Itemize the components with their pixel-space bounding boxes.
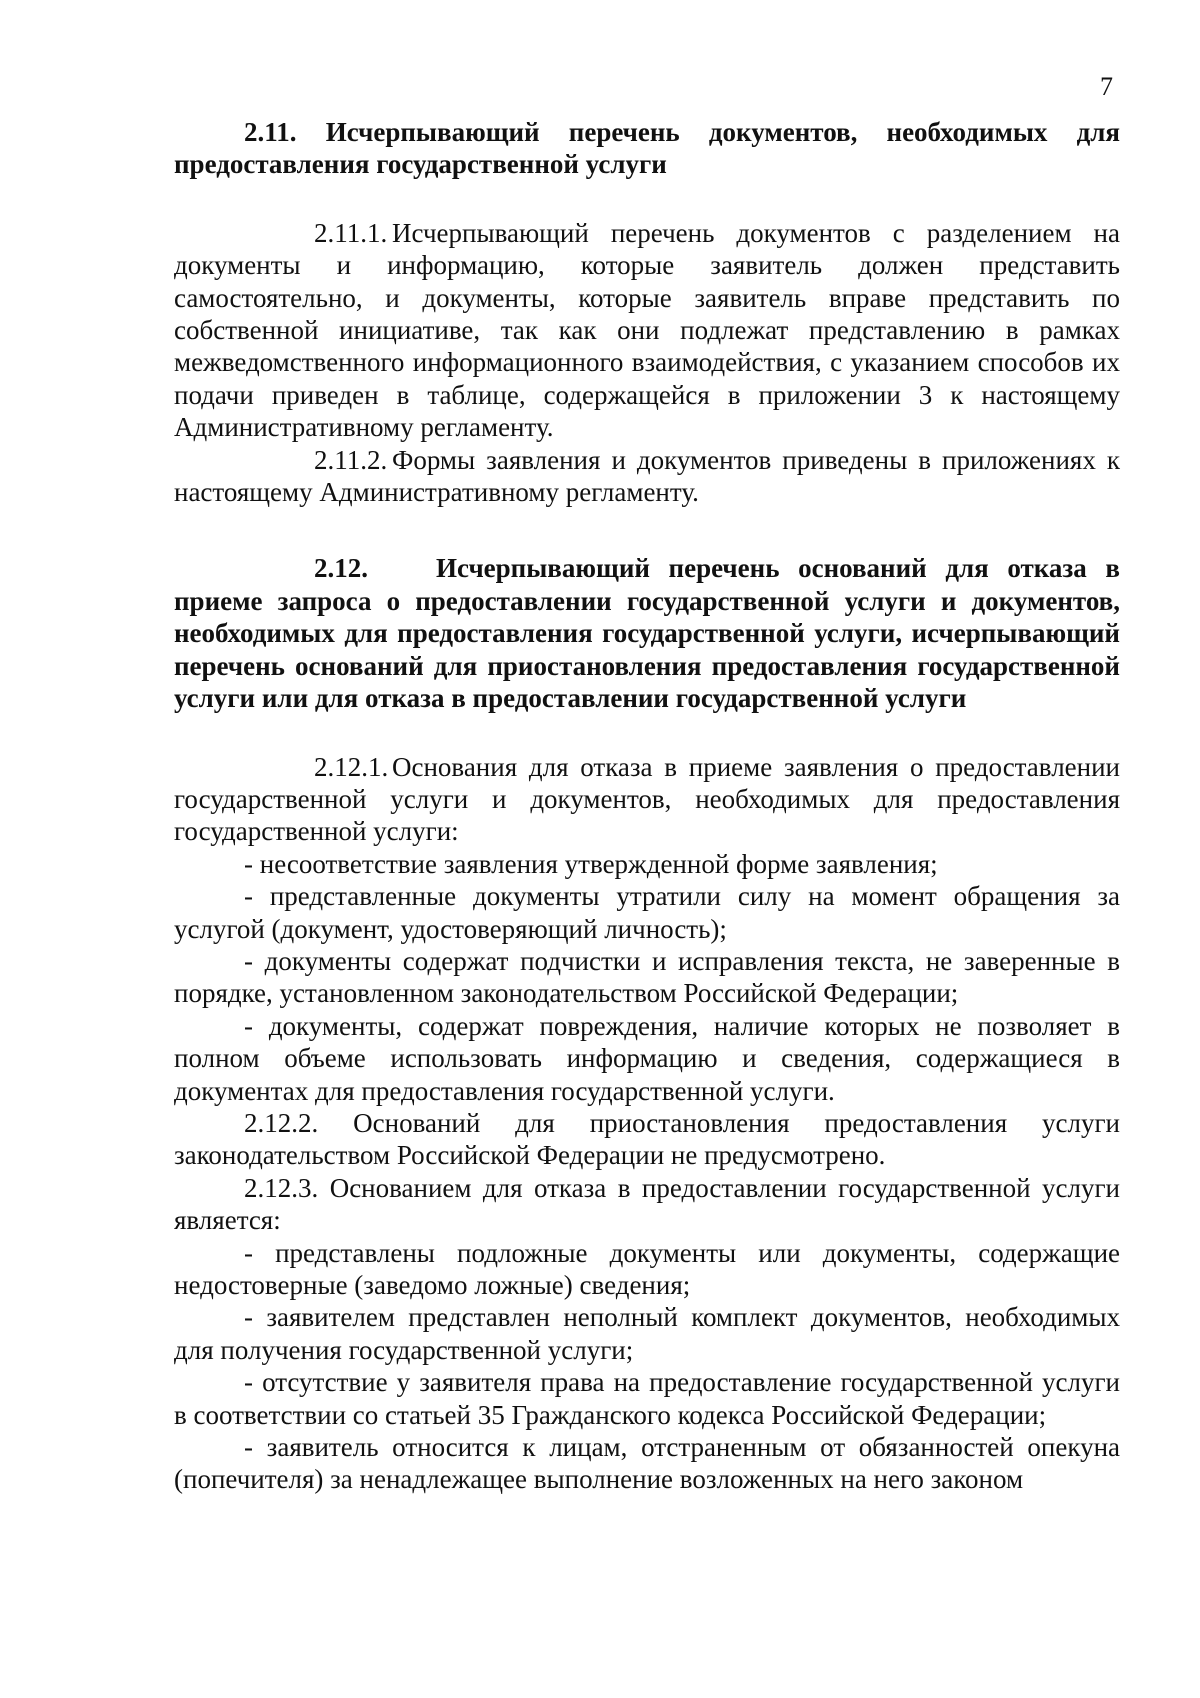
paragraph-text: Формы заявления и документов приведены в приложениях к настоящему Административному регламенту.	[174, 444, 1120, 508]
list-item: - заявителем представлен неполный комплект документов, необходимых для получения государственной услуги;	[174, 1302, 1120, 1365]
paragraph-2-11-2	[174, 444, 1120, 509]
paragraph-number: 2.11.1.	[314, 217, 388, 248]
section-heading-2-12	[174, 552, 1120, 714]
paragraph-text: Исчерпывающий перечень документов с разделением на документы и информацию, которые заявитель должен представить самостоятельно, и документы, которые заявитель вправе представить по собственной инициативе, так как они подлежат представлению в рамках межведомственного информационного взаимодействия, с указанием способов их подачи приведен в таблице, содержащейся в приложении 3 к настоящему Административному регламенту.	[174, 217, 1120, 443]
page-number: 7	[1100, 72, 1113, 101]
list-item: - отсутствие у заявителя права на предоставление государственной услуги в соответствии со статьей 35 Гражданского кодекса Российской Федерации;	[174, 1367, 1120, 1430]
paragraph-2-12-3: 2.12.3. Основанием для отказа в предоставлении государственной услуги является:	[174, 1172, 1120, 1236]
section-title: Исчерпывающий перечень оснований для отказа в приеме запроса о предоставлении государственной услуги и документов, необходимых для предоставления государственной услуги, исчерпывающий перечень оснований для приостановления предоставления государственной услуги или для отказа в предоставлении государственной услуги	[174, 553, 1120, 714]
list-item: - документы, содержат повреждения, наличие которых не позволяет в полном объеме использовать информацию и сведения, содержащиеся в документах для предоставления государственной услуги.	[174, 1010, 1120, 1106]
paragraph-2-11-1	[174, 217, 1120, 444]
paragraph-2-12-2: 2.12.2. Оснований для приостановления предоставления услуги законодательством Российской Федерации не предусмотрено.	[174, 1107, 1120, 1171]
section-number: 2.11.	[244, 117, 297, 147]
section-number: 2.12.	[314, 553, 368, 584]
list-item: - заявитель относится к лицам, отстраненным от обязанностей опекуна (попечителя) за ненадлежащее выполнение возложенных на него законом	[174, 1432, 1120, 1495]
list-item: - несоответствие заявления утвержденной форме заявления;	[244, 848, 938, 879]
section-title: Исчерпывающий перечень документов, необходимых для предоставления государственной услуги	[174, 117, 1120, 180]
paragraph-2-12-1	[174, 751, 1120, 848]
paragraph-number: 2.12.1.	[314, 751, 389, 782]
list-item: - документы содержат подчистки и исправления текста, не заверенные в порядке, установленном законодательством Российской Федерации;	[174, 945, 1120, 1009]
paragraph-number: 2.11.2.	[314, 444, 388, 475]
list-item: - представлены подложные документы или документы, содержащие недостоверные (заведомо ложные) сведения;	[174, 1237, 1120, 1300]
list-item: - представленные документы утратили силу на момент обращения за услугой (документ, удостоверяющий личность);	[174, 881, 1120, 944]
section-heading-2-11	[174, 116, 1120, 181]
paragraph-text: Основания для отказа в приеме заявления о предоставлении государственной услуги и документов, необходимых для предоставления государственной услуги:	[174, 751, 1120, 847]
document-body	[174, 116, 1120, 1496]
